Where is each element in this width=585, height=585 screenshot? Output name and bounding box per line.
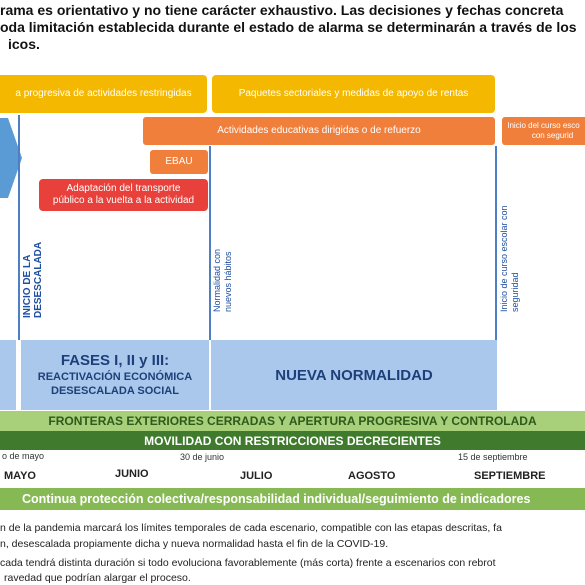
- month-mayo: MAYO: [4, 470, 36, 482]
- vlabel-normalidad: [212, 249, 234, 312]
- band-movilidad: [0, 431, 585, 450]
- footer-line-3: cada tendrá distinta duración si todo evoluciona favorablemente (más corta) frente a escenarios con rebrot: [0, 557, 496, 569]
- phase-block-nueva-normalidad: [211, 340, 497, 410]
- footer-line-1: n de la pandemia marcará los límites temporales de cada escenario, compatible con las etapas descritas, fa: [0, 522, 502, 534]
- bar-adaptacion-transporte: [39, 179, 208, 211]
- band-continua-label: Continua protección colectiva/responsabilidad individual/seguimiento de indicadores: [22, 492, 531, 506]
- vlabel-curso-line-2: seguridad: [510, 272, 520, 312]
- bar-paquetes-sectoriales: [212, 75, 495, 113]
- bar-educativas-label: Actividades educativas dirigidas o de refuerzo: [217, 125, 421, 136]
- bar-curso-line-2: con segurid: [531, 131, 574, 140]
- bar-progressive-reopening: [0, 75, 207, 113]
- footer-line-4: ravedad que podrían alargar el proceso.: [4, 572, 191, 584]
- band-fronteras-label: FRONTERAS EXTERIORES CERRADAS Y APERTURA PROGRESIVA Y CONTROLADA: [48, 414, 537, 428]
- bar-ebau: [150, 150, 208, 174]
- month-septiembre: SEPTIEMBRE: [474, 470, 546, 482]
- vlabel-curso-line-1: Inicio de curso escolar con: [499, 205, 509, 312]
- band-continua: [0, 488, 585, 510]
- month-junio: JUNIO: [115, 468, 149, 480]
- month-julio: JULIO: [240, 470, 273, 482]
- band-fronteras: [0, 411, 585, 431]
- timeline-date-septiembre: 15 de septiembre: [458, 452, 528, 462]
- header-line-1: rama es orientativo y no tiene carácter exhaustivo. Las decisiones y fechas concreta: [0, 2, 564, 18]
- phase-nueva-label: NUEVA NORMALIDAD: [275, 366, 433, 384]
- header-line-3: icos.: [8, 36, 40, 52]
- vlabel-normalidad-line-2: nuevos hábitos: [223, 251, 233, 312]
- bar-paquetes-label: Paquetes sectoriales y medidas de apoyo de rentas: [238, 88, 469, 99]
- timeline-line-normalidad: [209, 146, 211, 340]
- bar-ebau-label: EBAU: [165, 156, 193, 167]
- phase-fases-title: FASES I, II y III:: [60, 352, 170, 369]
- bar-curso-line-1: Inicio del curso esco: [507, 121, 580, 130]
- vlabel-normalidad-line-1: Normalidad con: [212, 248, 222, 312]
- bar-inicio-curso: [502, 117, 585, 145]
- bar-transporte-line-2: público a la vuelta a la actividad: [52, 195, 195, 206]
- phase-fases-sub-1: REACTIVACIÓN ECONÓMICA: [37, 371, 193, 383]
- bar-progressive-label: a progresiva de actividades restringidas: [15, 88, 192, 99]
- vlabel-desescalada-line-1: INICIO DE LA: [22, 254, 33, 318]
- footer-line-2: n, desescalada propiamente dicha y nueva normalidad hasta el fin de la COVID-19.: [0, 538, 389, 550]
- header-line-2: oda limitación establecida durante el estado de alarma se determinarán a través de los: [0, 19, 577, 35]
- timeline-line-desescalada: [18, 115, 20, 340]
- timeline-date-junio: 30 de junio: [180, 452, 225, 462]
- timeline-date-mayo: o de mayo: [2, 451, 45, 461]
- phase-fases-sub-2: DESESCALADA SOCIAL: [51, 385, 179, 397]
- bar-transporte-line-1: Adaptación del transporte: [66, 183, 181, 194]
- vlabel-desescalada-line-2: DESESCALADA: [33, 241, 44, 318]
- left-arrow-shape: [0, 118, 24, 198]
- band-movilidad-label: MOVILIDAD CON RESTRICCIONES DECRECIENTES: [144, 433, 441, 448]
- phase-block-fases: [21, 340, 209, 410]
- left-phase-block: [0, 340, 16, 410]
- bar-actividades-educativas: [143, 117, 495, 145]
- vlabel-curso: [499, 205, 521, 312]
- vlabel-desescalada: [22, 242, 44, 318]
- timeline-line-curso: [495, 146, 497, 340]
- month-agosto: AGOSTO: [348, 470, 396, 482]
